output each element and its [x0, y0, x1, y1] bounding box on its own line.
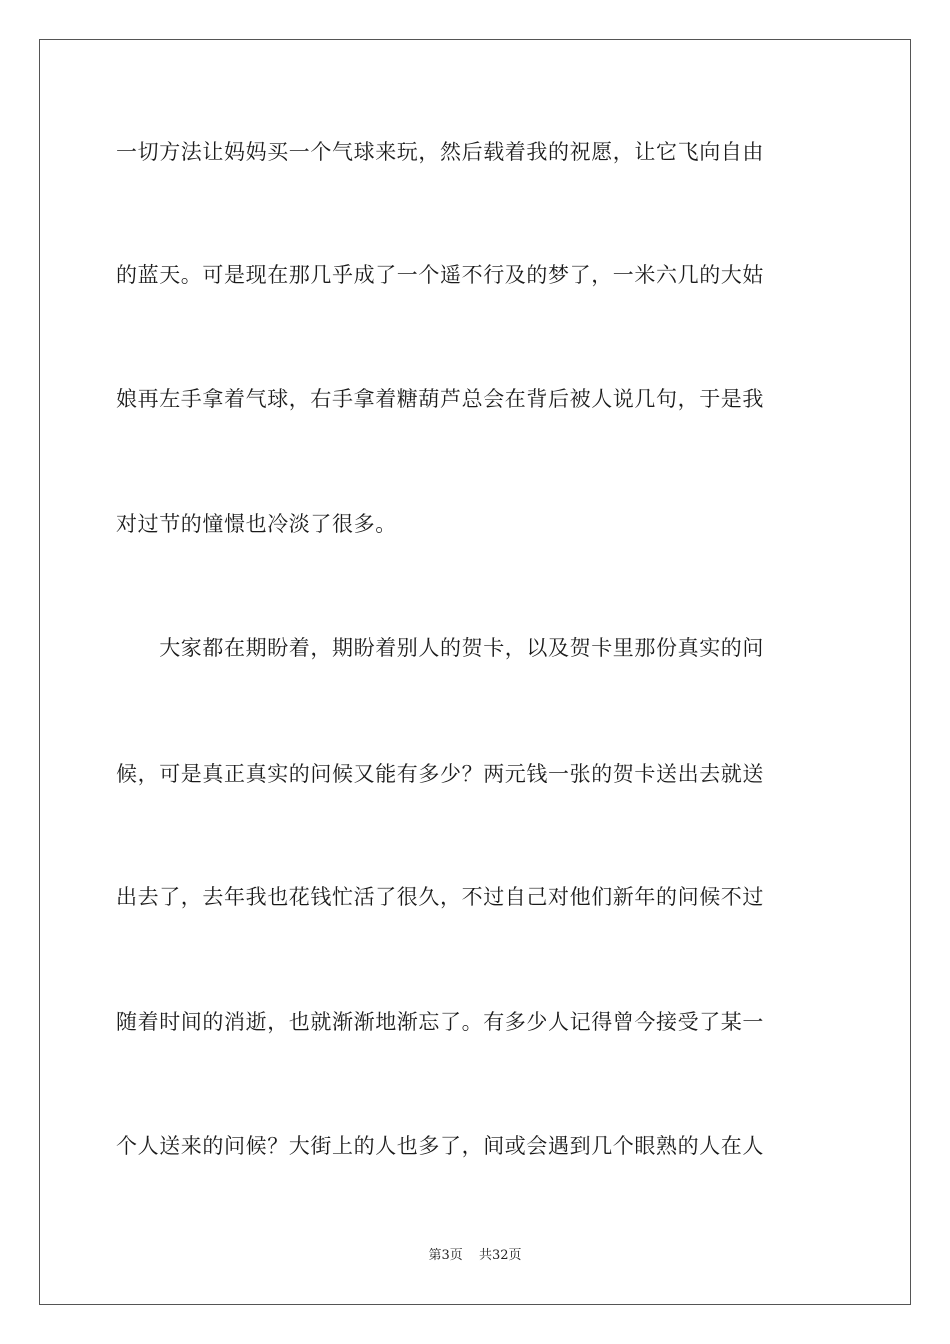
page-footer — [0, 1247, 950, 1265]
text-line: 出去了，去年我也花钱忙活了很久，不过自己对他们新年的问候不过 — [116, 885, 764, 909]
text-line: 大家都在期盼着，期盼着别人的贺卡，以及贺卡里那份真实的问 — [116, 636, 764, 660]
text-line: 个人送来的问候？大街上的人也多了，间或会遇到几个眼熟的人在人 — [116, 1134, 764, 1158]
page-total: 共32页 — [478, 1248, 522, 1263]
text-line: 一切方法让妈妈买一个气球来玩，然后载着我的祝愿，让它飞向自由 — [116, 140, 764, 164]
text-line: 娘再左手拿着气球，右手拿着糖葫芦总会在背后被人说几句，于是我 — [116, 387, 764, 411]
text-line: 对过节的憧憬也冷淡了很多。 — [116, 512, 397, 536]
page-frame — [39, 39, 911, 1305]
text-line: 随着时间的消逝，也就渐渐地渐忘了。有多少人记得曾今接受了某一 — [116, 1010, 764, 1034]
text-line: 候，可是真正真实的问候又能有多少？两元钱一张的贺卡送出去就送 — [116, 762, 764, 786]
page-number: 第3页 — [428, 1248, 463, 1263]
text-line: 的蓝天。可是现在那几乎成了一个遥不行及的梦了，一米六几的大姑 — [116, 263, 764, 287]
